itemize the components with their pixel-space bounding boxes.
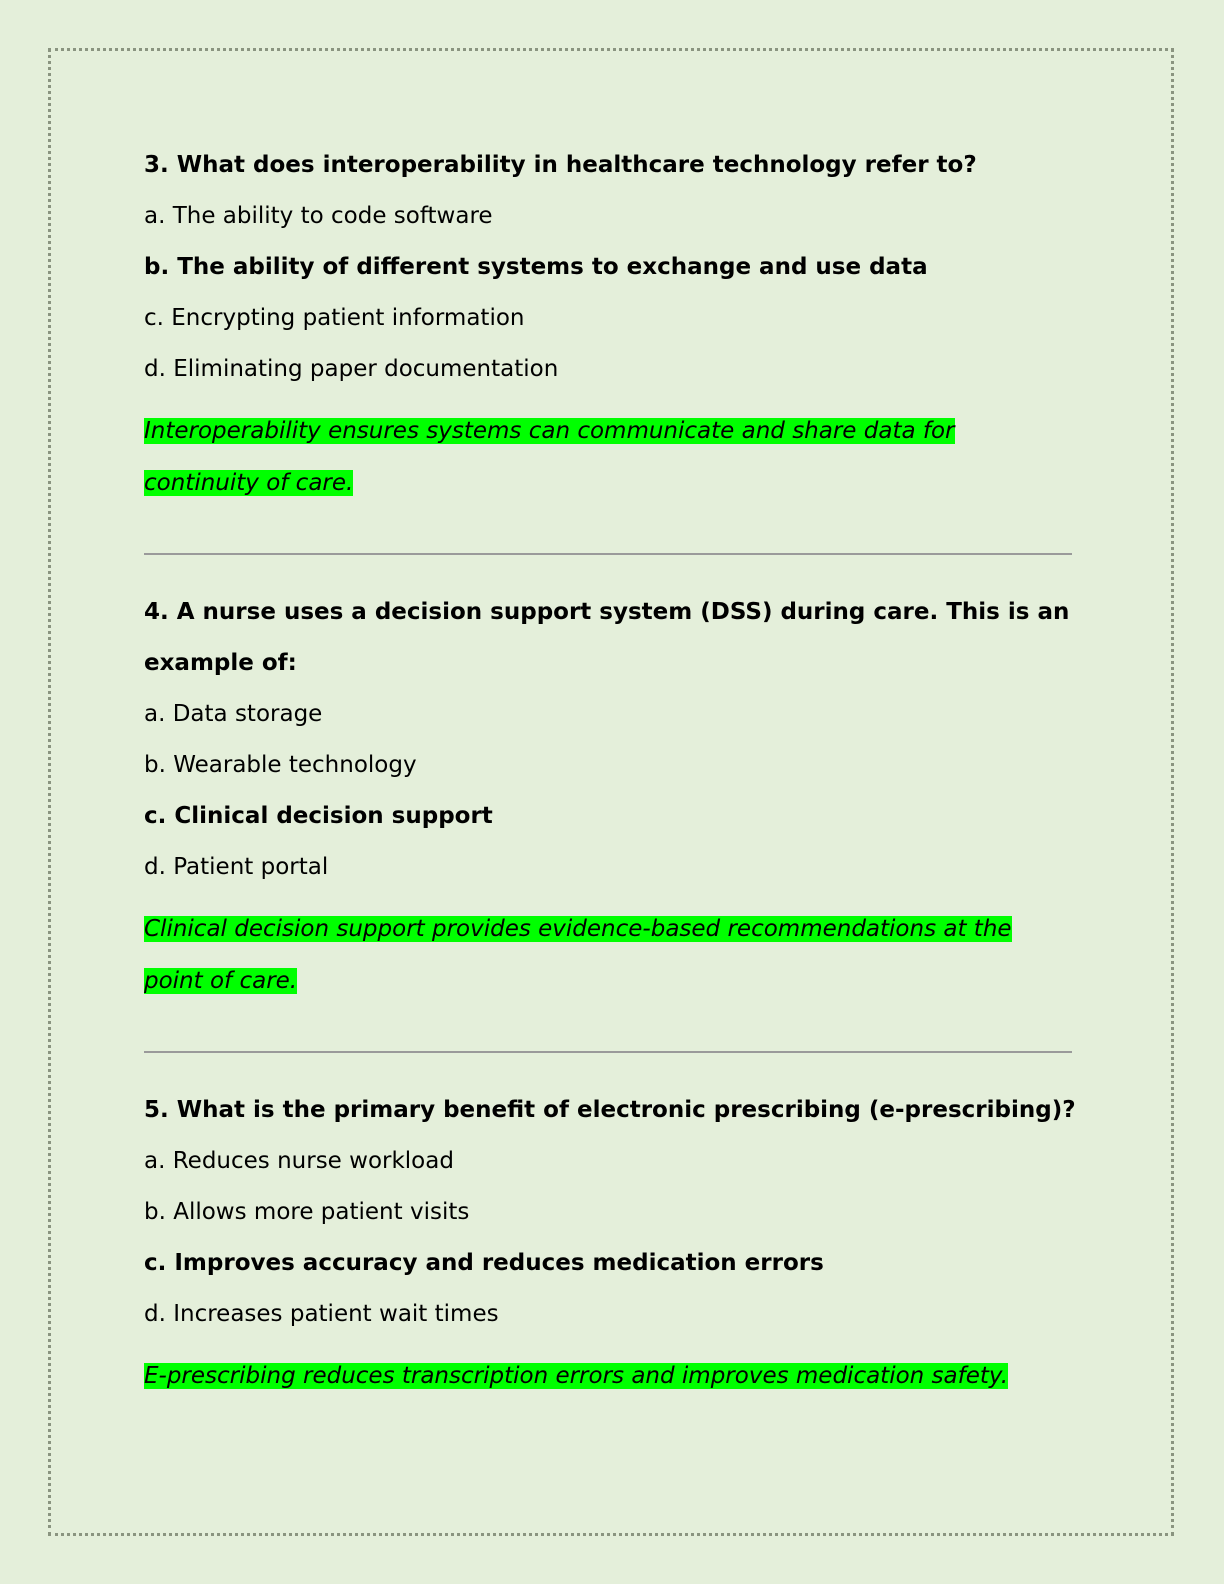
question-text: 4. A nurse uses a decision support system (DSS) during care. This is an example of:	[144, 599, 1070, 676]
option-a: a. Data storage	[144, 701, 323, 727]
rationale-highlight: E-prescribing reduces transcription errors and improves medication safety.	[144, 1363, 1009, 1389]
question-text: 5. What is the primary benefit of electronic prescribing (e-prescribing)?	[144, 1097, 1076, 1123]
rationale-highlight: Clinical decision support provides evidence-based recommendations at the point of care.	[144, 916, 1012, 994]
option-c-correct: c. Improves accuracy and reduces medication errors	[144, 1250, 824, 1276]
option-d: d. Patient portal	[144, 854, 329, 880]
rationale	[144, 903, 1048, 1007]
option-b: b. Allows more patient visits	[144, 1199, 470, 1225]
divider	[144, 1051, 1072, 1053]
rationale	[144, 405, 1048, 509]
option-b: b. Wearable technology	[144, 752, 417, 778]
option-c: c. Encrypting patient information	[144, 305, 525, 331]
option-c-correct: c. Clinical decision support	[144, 803, 493, 829]
option-a: a. Reduces nurse workload	[144, 1148, 454, 1174]
question-text: 3. What does interoperability in healthcare technology refer to?	[144, 152, 977, 178]
question-block-4	[144, 587, 1080, 1007]
document-content	[144, 140, 1080, 1402]
option-a: a. The ability to code software	[144, 203, 493, 229]
divider	[144, 553, 1072, 555]
option-d: d. Eliminating paper documentation	[144, 356, 559, 382]
option-d: d. Increases patient wait times	[144, 1301, 499, 1327]
rationale	[144, 1350, 1048, 1402]
question-block-3	[144, 140, 1080, 509]
rationale-highlight: Interoperability ensures systems can communicate and share data for continuity of care.	[144, 418, 955, 496]
question-block-5	[144, 1085, 1080, 1402]
option-b-correct: b. The ability of different systems to exchange and use data	[144, 254, 928, 280]
